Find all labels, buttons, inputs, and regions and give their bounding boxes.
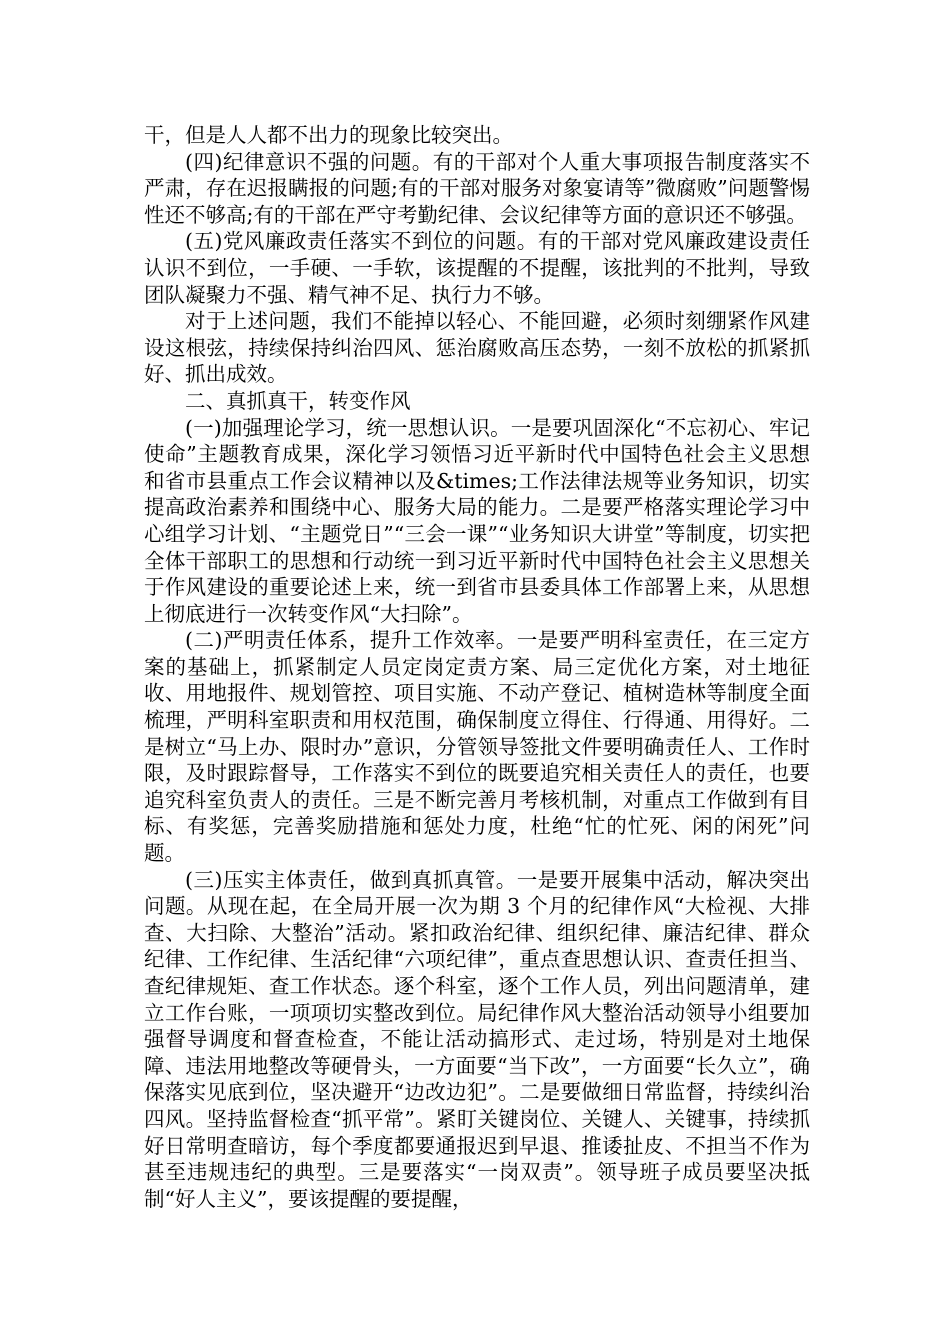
- document-body: [144, 122, 810, 1212]
- paragraph-main-responsibility: (三)压实主体责任，做到真抓真管。一是要开展集中活动，解决突出问题。从现在起，在全局开展一次为期 3 个月的纪律作风“大检视、大排查、大扫除、大整治”活动。紧扣政治纪律、组织纪律、廉洁纪律、群众纪律、工作纪律、生活纪律“六项纪律”，重点查思想认识、查责任担当、查纪律规矩、查工作状态。逐个科室，逐个工作人员，列出问题清单，建立工作台账，一项项切实整改到位。局纪律作风大整治活动领导小组要加强督导调度和督查检查，不能让活动搞形式、走过场，特别是对土地保障、违法用地整改等硬骨头，一方面要“当下改”，一方面要“长久立”，确保落实见底到位，坚决避开“边改边犯”。二是要做细日常监督，持续纠治四风。坚持监督检查“抓平常”。紧盯关键岗位、关键人、关键事，持续抓好日常明查暗访，每个季度都要通报迟到早退、推诿扯皮、不担当不作为甚至违规违纪的典型。三是要落实“一岗双责”。领导班子成员要坚决抵制“好人主义”，要该提醒的要提醒，: [144, 867, 810, 1211]
- paragraph-integrity-responsibility: (五)党风廉政责任落实不到位的问题。有的干部对党风廉政建设责任认识不到位，一手硬、一手软，该提醒的不提醒，该批判的不批判，导致团队凝聚力不强、精气神不足、执行力不够。: [144, 229, 810, 307]
- paragraph-responsibility-system: (二)严明责任体系，提升工作效率。一是要严明科室责任，在三定方案的基础上，抓紧制定人员定岗定责方案、局三定优化方案，对土地征收、用地报件、规划管控、项目实施、不动产登记、植树造林等制度全面梳理，严明科室职责和用权范围，确保制度立得住、行得通、用得好。二是树立“马上办、限时办”意识，分管领导签批文件要明确责任人、工作时限，及时跟踪督导，工作落实不到位的既要追究相关责任人的责任，也要追究科室负责人的责任。三是不断完善月考核机制，对重点工作做到有目标、有奖惩，完善奖励措施和惩处力度，杜绝“忙的忙死、闲的闲死”问题。: [144, 628, 810, 866]
- paragraph-continuation: 干，但是人人都不出力的现象比较突出。: [144, 123, 513, 147]
- paragraph-discipline-awareness: (四)纪律意识不强的问题。有的干部对个人重大事项报告制度落实不严肃，存在迟报瞒报的问题;有的干部对服务对象宴请等”微腐败”问题警惕性还不够高;有的干部在严守考勤纪律、会议纪律等方面的意识还不够强。: [144, 149, 810, 227]
- paragraph-theory-study: (一)加强理论学习，统一思想认识。一是要巩固深化“不忘初心、牢记使命”主题教育成果，深化学习领悟习近平新时代中国特色社会主义思想和省市县重点工作会议精神以及&times;工作法律法规等业务知识，切实提高政治素养和围绕中心、服务大局的能力。二是要严格落实理论学习中心组学习计划、“主题党日”“三会一课”“业务知识大讲堂”等制度，切实把全体干部职工的思想和行动统一到习近平新时代中国特色社会主义思想关于作风建设的重要论述上来，统一到省市县委具体工作部署上来，从思想上彻底进行一次转变作风“大扫除”。: [144, 415, 810, 626]
- section-heading: 二、真抓真干，转变作风: [185, 388, 411, 413]
- paragraph-summary: 对于上述问题，我们不能掉以轻心、不能回避，必须时刻绷紧作风建设这根弦，持续保持纠治四风、惩治腐败高压态势，一刻不放松的抓紧抓好、抓出成效。: [144, 309, 810, 387]
